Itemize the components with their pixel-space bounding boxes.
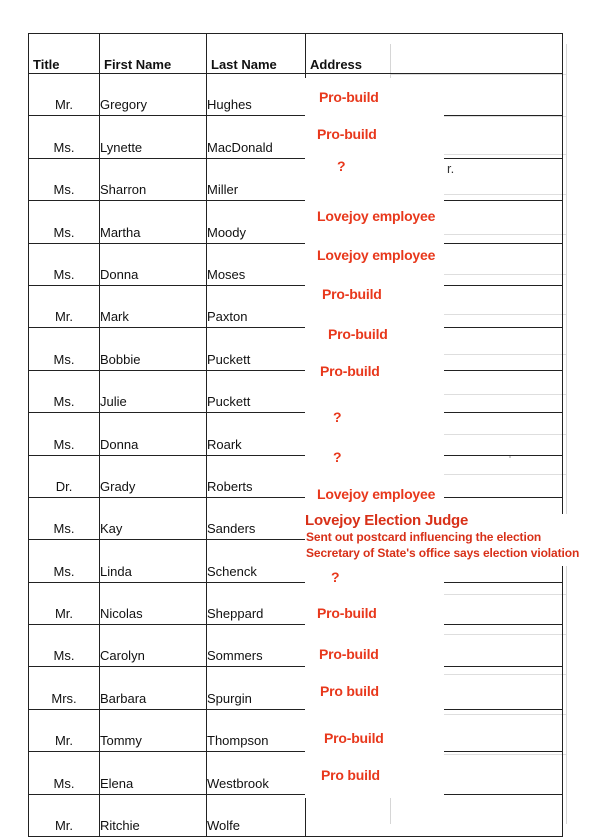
cell-title: Dr. (29, 455, 100, 497)
table-header-row (29, 34, 563, 74)
cell-first-name: Elena (100, 752, 207, 794)
annotation-schenck-detail-1: Sent out postcard influencing the election (306, 530, 542, 544)
cell-first-name: Mark (100, 285, 207, 327)
cell-title: Ms. (29, 243, 100, 285)
annotation-j-puckett: Pro-build (320, 363, 380, 379)
header-first-name: First Name (100, 34, 207, 74)
cell-last-name: MacDonald (207, 116, 306, 158)
annotation-schenck-detail-2: Secretary of State's office says election violation (306, 546, 580, 560)
annotation-thompson: Pro build (320, 683, 379, 699)
annotation-sheppard: ? (331, 569, 340, 585)
cell-last-name: Schenck (207, 540, 306, 582)
table-row (29, 413, 563, 455)
cell-title: Mr. (29, 74, 100, 116)
table-row (29, 285, 563, 327)
cell-last-name: Puckett (207, 370, 306, 412)
cell-first-name: Sharron (100, 158, 207, 200)
annotation-miller: ? (337, 158, 346, 174)
cell-last-name: Puckett (207, 328, 306, 370)
cell-last-name: Paxton (207, 285, 306, 327)
table-row (29, 667, 563, 709)
annotation-wolfe: Pro build (321, 767, 380, 783)
cell-title: Ms. (29, 116, 100, 158)
cell-title: Ms. (29, 201, 100, 243)
cell-first-name: Kay (100, 497, 207, 539)
cell-title: Ms. (29, 625, 100, 667)
cell-title: Ms. (29, 158, 100, 200)
table-row (29, 582, 563, 624)
table-row (29, 116, 563, 158)
cell-address (306, 794, 563, 836)
table-row (29, 370, 563, 412)
annotation-roark: ? (333, 409, 342, 425)
cell-first-name: Ritchie (100, 794, 207, 836)
cell-first-name: Grady (100, 455, 207, 497)
table-row (29, 201, 563, 243)
voter-table (28, 33, 563, 837)
cell-title: Ms. (29, 752, 100, 794)
table-row (29, 752, 563, 794)
cell-first-name: Donna (100, 243, 207, 285)
cell-first-name: Martha (100, 201, 207, 243)
annotation-sommers: Pro-build (317, 605, 377, 621)
annotation-moody: Lovejoy employee (317, 208, 436, 224)
cell-last-name: Sanders (207, 497, 306, 539)
cell-last-name: Moses (207, 243, 306, 285)
cell-title: Ms. (29, 413, 100, 455)
header-address: Address (306, 34, 563, 74)
cell-first-name: Nicolas (100, 582, 207, 624)
scan-speck (509, 456, 511, 458)
cell-last-name: Thompson (207, 709, 306, 751)
cell-title: Ms. (29, 370, 100, 412)
cell-first-name: Tommy (100, 709, 207, 751)
annotation-moses: Lovejoy employee (317, 247, 436, 263)
cell-last-name: Sheppard (207, 582, 306, 624)
cell-last-name: Miller (207, 158, 306, 200)
header-last-name: Last Name (207, 34, 306, 74)
table-row (29, 158, 563, 200)
cell-title: Mr. (29, 794, 100, 836)
cell-title: Mrs. (29, 667, 100, 709)
cell-title: Mr. (29, 285, 100, 327)
table-row (29, 625, 563, 667)
cell-title: Mr. (29, 582, 100, 624)
table-row (29, 243, 563, 285)
annotation-schenck-title: Lovejoy Election Judge (305, 512, 469, 529)
annotation-westbrook: Pro-build (324, 730, 384, 746)
cell-first-name: Carolyn (100, 625, 207, 667)
cell-title: Mr. (29, 709, 100, 751)
cell-last-name: Sommers (207, 625, 306, 667)
table-row (29, 455, 563, 497)
cell-first-name: Lynette (100, 116, 207, 158)
cell-title: Ms. (29, 328, 100, 370)
table-row (29, 74, 563, 116)
cell-last-name: Spurgin (207, 667, 306, 709)
table-row (29, 709, 563, 751)
address-fragment: r. (447, 161, 455, 176)
cell-last-name: Roberts (207, 455, 306, 497)
header-title: Title (29, 34, 100, 74)
cell-last-name: Wolfe (207, 794, 306, 836)
cell-first-name: Gregory (100, 74, 207, 116)
annotation-spurgin: Pro-build (319, 646, 379, 662)
cell-last-name: Moody (207, 201, 306, 243)
table-row (29, 328, 563, 370)
cell-title: Ms. (29, 540, 100, 582)
cell-first-name: Julie (100, 370, 207, 412)
annotation-b-puckett: Pro-build (328, 326, 388, 342)
cell-last-name: Roark (207, 413, 306, 455)
cell-first-name: Bobbie (100, 328, 207, 370)
cell-last-name: Hughes (207, 74, 306, 116)
table-row (29, 794, 563, 836)
cell-first-name: Linda (100, 540, 207, 582)
cell-last-name: Westbrook (207, 752, 306, 794)
annotation-macdonald: Pro-build (317, 126, 377, 142)
annotation-roberts: ? (333, 449, 342, 465)
annotation-sanders: Lovejoy employee (317, 486, 436, 502)
annotation-hughes: Pro-build (319, 89, 379, 105)
cell-title: Ms. (29, 497, 100, 539)
cell-first-name: Donna (100, 413, 207, 455)
annotation-paxton: Pro-build (322, 286, 382, 302)
cell-first-name: Barbara (100, 667, 207, 709)
